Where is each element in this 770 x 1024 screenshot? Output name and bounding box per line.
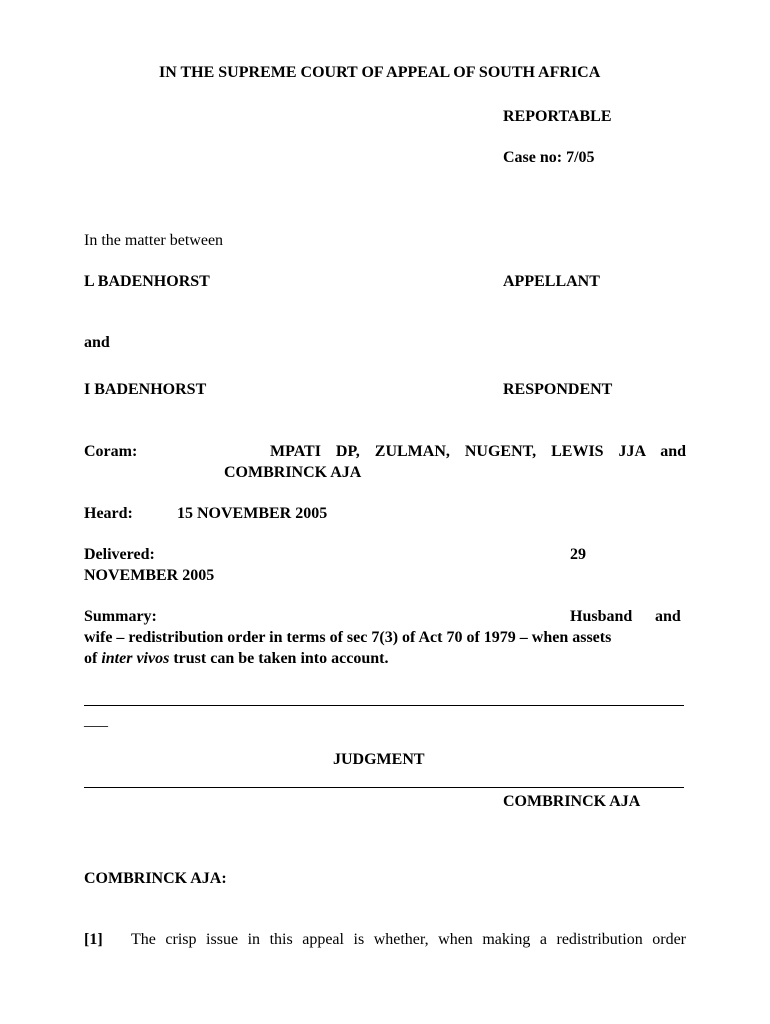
rule-tail: ___ <box>84 712 108 729</box>
court-title: IN THE SUPREME COURT OF APPEAL OF SOUTH AFRICA <box>159 64 601 81</box>
summary-line3 <box>84 648 388 669</box>
heard-date: 15 NOVEMBER 2005 <box>177 505 328 522</box>
and-separator: and <box>84 334 110 351</box>
appellant-name: L BADENHORST <box>84 273 210 290</box>
delivered-label: Delivered: <box>84 546 155 563</box>
summary-husband: Husband <box>570 608 633 625</box>
reportable-label: REPORTABLE <box>503 108 612 125</box>
horizontal-rule-top <box>84 705 684 706</box>
summary-inter-vivos: inter vivos <box>101 650 170 667</box>
delivered-day: 29 <box>570 546 586 563</box>
coram-judges-line2: COMBRINCK AJA <box>224 464 362 481</box>
author-heading: COMBRINCK AJA: <box>84 870 227 887</box>
summary-label: Summary: <box>84 608 157 625</box>
paragraph-text: The crisp issue in this appeal is whether, when making a redistribution order <box>131 931 686 948</box>
summary-and: and <box>655 608 681 625</box>
appellant-role: APPELLANT <box>503 273 600 290</box>
heard-label: Heard: <box>84 505 133 522</box>
summary-line3-prefix: of <box>84 650 102 667</box>
author-right: COMBRINCK AJA <box>503 793 641 810</box>
horizontal-rule-bottom <box>84 787 684 788</box>
summary-line2: wife – redistribution order in terms of sec 7(3) of Act 70 of 1979 – when assets <box>84 629 612 646</box>
delivered-month-year: NOVEMBER 2005 <box>84 567 215 584</box>
judgment-heading: JUDGMENT <box>333 751 425 768</box>
coram-judges-line1: MPATI DP, ZULMAN, NUGENT, LEWIS JJA and <box>270 443 686 460</box>
matter-between: In the matter between <box>84 232 224 249</box>
coram-label: Coram: <box>84 443 138 460</box>
respondent-name: I BADENHORST <box>84 381 207 398</box>
case-number: Case no: 7/05 <box>503 149 595 166</box>
paragraph-number: [1] <box>84 931 103 948</box>
respondent-role: RESPONDENT <box>503 381 613 398</box>
summary-line3-suffix: trust can be taken into account. <box>169 650 389 667</box>
